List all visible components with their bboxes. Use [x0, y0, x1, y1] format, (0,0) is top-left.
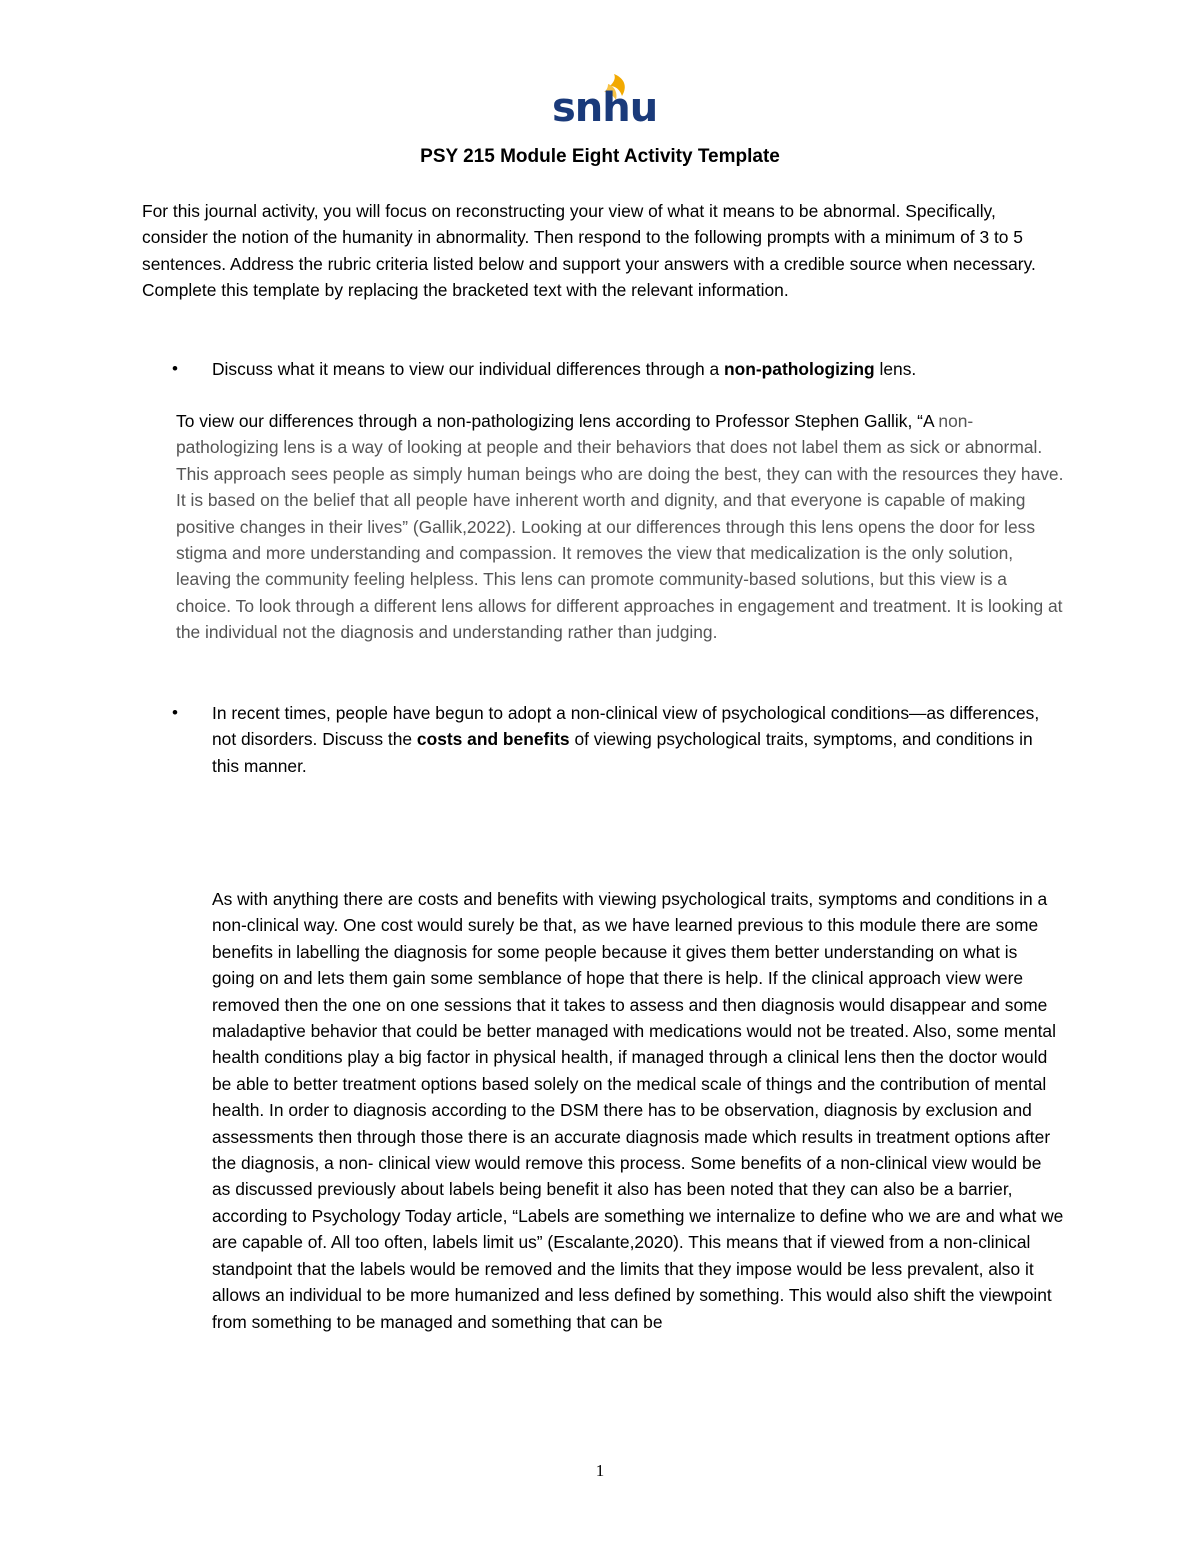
prompt-1-emphasis: non-pathologizing — [724, 359, 875, 379]
bullet-icon: • — [172, 703, 178, 722]
bullet-icon: • — [172, 359, 178, 378]
prompt-2 — [142, 700, 1062, 779]
prompt-2-emphasis: costs and benefits — [416, 729, 570, 750]
snhu-logo — [552, 72, 658, 132]
prompt-1-text — [212, 356, 1062, 382]
prompt-2-before: In recent times, people have begun to adopt a non-clinical view of psychological conditions—as differences, not disorders. Discuss the — [212, 703, 1040, 750]
page-title: PSY 215 Module Eight Activity Template — [420, 146, 780, 167]
intro-paragraph: For this journal activity, you will focus on reconstructing your view of what it means to be abnormal. Specifically, consider the notion of the humanity in abnormality. Then respond to the following prompts with a minimum of 3 to 5 sentences. Address the rubric criteria listed below and support your answers with a credible source when necessary. Complete this template by replacing the bracketed text with the relevant information. — [142, 201, 1036, 301]
answer-1-paragraph — [176, 408, 1066, 646]
answer-1-lead: To view our differences through a non-pathologizing lens according to Professor Stephen Gallik, “A — [176, 411, 934, 431]
prompt-2-text — [212, 700, 1062, 779]
answer-2-paragraph: As with anything there are costs and benefits with viewing psychological traits, symptoms and conditions in a non-clinical way. One cost would surely be that, as we have learned previous to this module there are some benefits in labelling the diagnosis for some people because it gives them better understanding on what is going on and lets them gain some semblance of hope that there is help. If the clinical approach view were removed then the one on one sessions that it takes to assess and then diagnosis would disappear and some maladaptive behavior that could be better managed with medications would not be treated. Also, some mental health conditions play a big factor in physical health, if managed through a clinical lens then the doctor would be able to better treatment options based solely on the medical scale of things and the contribution of mental health. In order to diagnosis according to the DSM there has to be observation, diagnosis by exclusion and assessments then through those there is an accurate diagnosis made which results in treatment options after the diagnosis, a non- clinical view would remove this process. Some benefits of a non-clinical view would be as discussed previously about labels being benefit it also has been noted that they can also be a barrier, according to Psychology Today article, “Labels are something we internalize to define who we are and what we are capable of. All too often, labels limit us” (Escalante,2020). This means that if viewed from a non-clinical standpoint that the labels would be removed and the limits that they impose would be less prevalent, also it allows an individual to be more humanized and less defined by something. This would also shift the viewpoint from something to be managed and something that can be — [212, 889, 1064, 1332]
page-number: 1 — [595, 1461, 605, 1480]
prompt-1 — [142, 356, 1062, 382]
prompt-1-before: Discuss what it means to view our individual differences through a — [212, 359, 724, 379]
answer-1-rest: non-pathologizing lens is a way of looking at people and their behaviors that does not label them as sick or abnormal. This approach sees people as simply human beings who are doing the best, they can with the resources they have. It is based on the belief that all people have inherent worth and dignity, and that everyone is capable of making positive changes in their lives” (Gallik,2022). Looking at our differences through this lens opens the door for less stigma and more understanding and compassion. It removes the view that medicalization is the only solution, leaving the community feeling helpless. This lens can promote community-based solutions, but this view is a choice. To look through a different lens allows for different approaches in engagement and treatment. It is looking at the individual not the diagnosis and understanding rather than judging. — [176, 411, 1064, 643]
prompt-1-after: lens. — [874, 359, 917, 379]
prompt-2-after: of viewing psychological traits, symptoms, and conditions in this manner. — [212, 729, 1033, 776]
logo-wordmark: snhu — [552, 85, 658, 131]
